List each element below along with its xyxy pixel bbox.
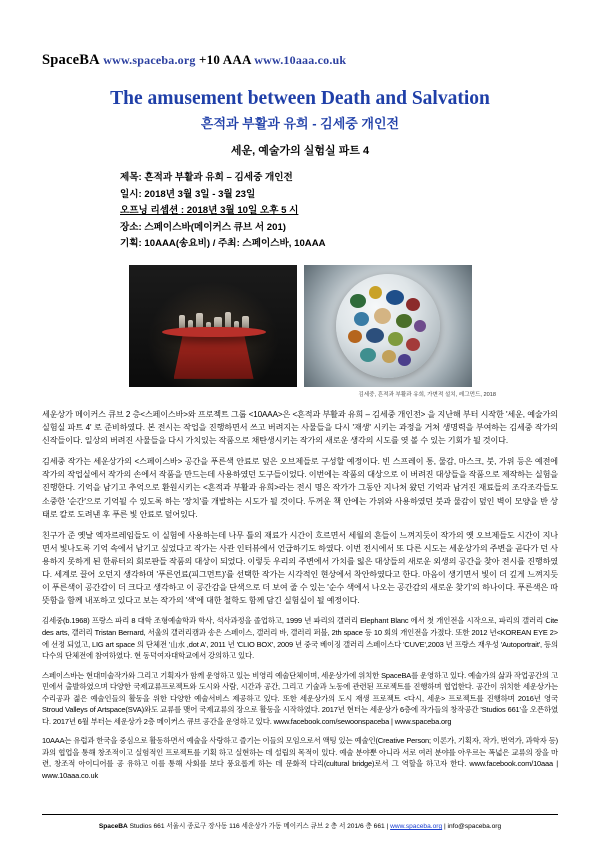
paragraph-3: 친구가 준 옛날 엑자르레임들도 이 실험에 사용하는데 나무 틀의 재료가 시간이 흐르면서 세월의 흔들이 느껴지듯이 작가의 옛 오브제들도 시간이 지나면서 빛나도록 기억 속에서 남기고 싶었다고 작가는 사관 인터뷰에서 언급하기도 하였다. 이번 전시에서 또 다른 시도는 세운상가의 주변을 곧다가 던 사용하지 못하게 된 한류터의 회로판들 작품의 대상이 되었다. 이렇듯 우리의 주변에서 가치를 잃은 대상들의 새로운 외생의 공간을 찾아 전시를 진행하였다. 세계로 끌어 오던지 생각하며 '푸른언료(피그먼트)'를 선택한 작가는 시각적인 현상에서 착안하였다고 한다. 마음이 생기면서 빛이 더 깊게 느껴지듯이 푸른색이 공간감이 더 크다고 생각하고 이 공간감을 단색으로 더 보여 줄 수 있는 '순수 색에서 나오는 공간감의 새로운 찾기'의 하나이다. 푸른색은 따뜻함을 함께 내포하고 있다고 보는 작가의 '색'에 대한 철학도 함께 담긴 실험실이 될 예정이다. (42, 530, 558, 606)
artwork-images (42, 265, 558, 387)
footer-address: Studios 661 서울시 종로구 장사동 116 세운상가 가동 메이커스 큐브 2 층 서 201/6 층 661 | (129, 823, 389, 830)
footer-separator: | (443, 823, 448, 830)
paragraph-1: 세운상가 메이커스 큐브 2 층<스페이스바>와 프로젝트 그룹 <10AAA>은 <흔적과 부활과 유희 – 김세중 개인전> 을 지난해 부터 시작한 '세운, 예술가의 실험실 파트 4' 로 준비하였다. 본 전시는 작업을 진행하면서 쓰고 버려지는 사물들을 다시 '재생' 시키는 과정을 거쳐 생명력을 부여하는 김세중 작가의 신작들이다. 일상의 버려진 사물들을 다시 가치있는 작품으로 채탄생시키는 작가의 새로운 생각의 시도를 엿 볼 수 있는 기회가 될 것이다. (42, 409, 558, 446)
page-title-korean: 흔적과 부활과 유희 - 김세중 개인전 (200, 116, 400, 132)
footer-site-link[interactable]: www.spaceba.org (390, 823, 443, 830)
paragraph-about-spaceba: 스페이스바는 현대미술작가와 그리고 기획자가 함께 운영하고 있는 비영리 예술단체이며, 세운상가에 위치한 SpaceBA를 운영하고 있다. 예술가의 삶과 작업공간의 고민에서 출발하였으며 다양한 국제교류프로젝트와 도시와 사람, 시간과 공간, 그리고 기술과 노동에 관련된 프로젝트를 진행하며 협업한다. 공간이 위치한 세운상가는 수리공과 젊은 예술인들의 활동을 위한 다양한 예술서비스 제공하고 있다. 또한 세운상가의 도시 재생 프로젝트 <다시, 세운> 프로젝트를 진행하며 2016년 영국 Stroud Valleys of Artspace(SVA)와도 교류를 맺어 국제교류의 장으로 활동을 시작하였다. 2017년 현터는 세운상가 6층에 작가들의 창작공간 'Studios 661'을 오픈하였다. 2017년 6월 부터는 세운상가 2층 메이커스 큐브 공간을 운영하고 있다. www.facebook.com/sewoonspaceba | www.spaceba.org (42, 670, 558, 726)
info-line-organizer: 기획: 10AAA(송요비) / 주최: 스페이스바, 10AAA (120, 238, 326, 250)
info-line-title: 제목: 흔적과 부활과 유희 – 김세중 개인전 (120, 172, 293, 184)
installation-table-top (162, 327, 266, 337)
footer-email[interactable]: info@spaceba.org (447, 823, 502, 830)
paragraph-artist-bio: 김세중(b.1968) 프랑스 파리 8 대학 조형예술학과 학사, 석사과정을 졸업하고, 1999 년 파리의 갤러리 Elephant Blanc 에서 첫 개인전을 시작으로, 파리의 갤러리 Cite des arts, 갤러리 Tristan Bernard, 서울의 갤러리캠과 송은 스페이스, 갤러리 바, 갤러리 퍼블, 2th space 등 10 회의 개인전을 가졌다. 또한 2012 년<KOREAN EYE 2>에 선정 되었고, LIG art space 의 단체전 '山水 ,dot A', 2011 년 'CLIO BOX', 2009 년 중국 베이징 갤러리 스페이스다 'CUVE',2003 년 프랑스 재우성 'Autoportrait', 등의 다수의 단체전에 참여하였다. 현 동덕여자대학교에서 강의하고 있다. (42, 616, 558, 661)
page-title-english: The amusement between Death and Salvation (110, 88, 490, 109)
masthead (42, 52, 558, 69)
artwork-caption: 김세중, 흔적과 부활과 유희, 가변적 설치, 레그먼드, 2018 (358, 391, 496, 398)
paragraph-2: 김세중 작가는 세운상가의 <스페이스바> 공간을 푸른색 안료로 덮은 오브제들로 구성할 예정이다. 빈 스프레이 통, 물감, 마스크, 붓, 가위 등은 예전에 작가의 작업실에서 작가의 손에서 작품을 만드는데 사용하였던 도구들이었다. 이번에는 작품의 대상으로 이 버려진 대상들을 작품으로 제작하는 실험을 진행한다. 기억을 남기고 추억으로 환원시키는 <흔적과 부활과 유희>라는 전시 명은 작가가 그동안 지나쳐 왔던 기억과 남겨진 재료들의 조각조각들도 소중한 '순간'으로 기억될 수 있도록 하는 '장치'를 개발하는 시도가 될 것이다. 두꺼운 책 안에는 가위와 사용하였던 붓과 물감이 덮인 벽이 모양을 반 상태로 칼로 도려낸 후 푸른 빛 안료로 덮어있다. (42, 457, 558, 519)
brand-10aaa: +10 AAA (199, 52, 251, 67)
brand-spaceba-url[interactable]: www.spaceba.org (103, 53, 196, 67)
artwork-photo-installation (129, 265, 297, 387)
installation-table-skirt (174, 333, 254, 379)
page-subtitle: 세운, 예술가의 실험실 파트 4 (230, 145, 370, 158)
plate-object (336, 274, 440, 378)
info-line-venue: 장소: 스페이스바(메이커스 큐브 서 201) (120, 221, 286, 233)
artwork-photo-plate (304, 265, 472, 387)
paragraph-about-10aaa: 10AAA는 유럽과 한국을 중심으로 활동하면서 예술을 사랑하고 즐기는 이들의 모임으로서 액팅 있는 예술인(Creative Person; 이론가, 기획자, 작가, 번역가, 과학자 등)과의 협업을 통해 창조적이고 실험적인 프로젝트를 기획 하고 실현하는 데 설립의 목적이 있다. 예술 분야뿐 아니라 서로 여러 분야를 아우르는 폭넓은 교류의 장을 마련, 창조적 아이디어를 공 유하고 이를 통해 사회를 보다 풍요롭게 하는 데 문화적 다리(cultural bridge)로서 그 역할을 하고자 한다. www.facebook.com/10aaa | www.10aaa.co.uk (42, 736, 558, 780)
info-line-reception: 오프닝 리셉션 : 2018년 3월 10일 오후 5 시 (120, 205, 299, 217)
brand-10aaa-url[interactable]: www.10aaa.co.uk (254, 53, 347, 67)
body-text (42, 408, 558, 782)
page-footer (42, 814, 558, 830)
exhibition-info (120, 170, 558, 253)
brand-spaceba: SpaceBA (42, 52, 100, 68)
footer-brand: SpaceBA (98, 823, 128, 830)
info-line-date: 일시: 2018년 3월 3일 - 3월 23일 (120, 188, 256, 200)
